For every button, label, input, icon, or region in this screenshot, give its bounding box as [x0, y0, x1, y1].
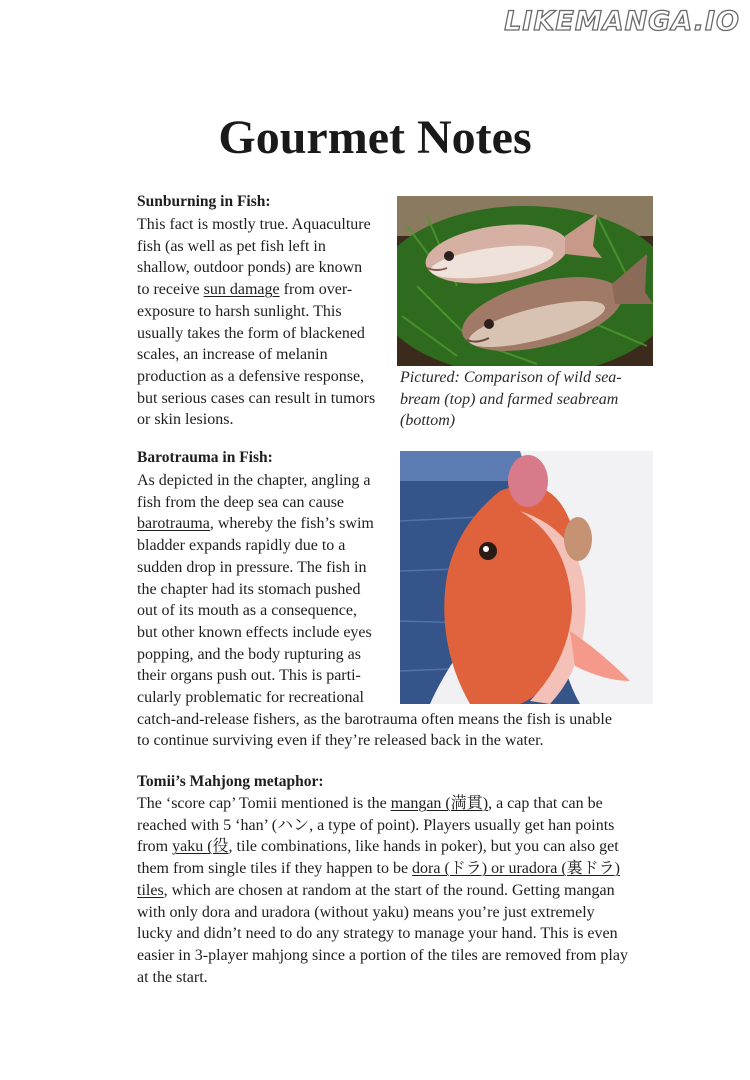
seabream-illustration [397, 196, 653, 366]
text-segment: catch-and-release fishers, as the barotrauma often means the fish is unable [137, 710, 612, 728]
text-line [137, 323, 375, 345]
text-segment: This fact is mostly true. Aquaculture [137, 216, 371, 233]
text-line [137, 793, 628, 815]
text-segment: the chapter had its stomach pushed [137, 580, 361, 598]
tiles-link[interactable]: tiles [137, 881, 164, 899]
text-segment: their organs push out. This is parti- [137, 667, 361, 685]
text-segment: from over- [279, 281, 353, 299]
text-segment: fish from the deep sea can cause [137, 493, 345, 511]
text-line [137, 236, 375, 258]
text-segment: to continue surviving even if they’re released back in the water. [137, 732, 544, 750]
text-line [137, 388, 375, 410]
text-line [137, 858, 628, 880]
text-segment: bladder expands rapidly due to a [137, 537, 346, 555]
everted-stomach [508, 455, 548, 507]
text-segment: from [137, 838, 173, 856]
text-segment: usually takes the form of blackened [137, 324, 365, 342]
barotrauma-link[interactable]: barotrauma [137, 515, 210, 533]
text-segment: As depicted in the chapter, angling a [137, 472, 371, 489]
seabream-caption [400, 367, 650, 432]
caption-line: Pictured: Comparison of wild sea- [400, 369, 622, 386]
text-segment: or skin lesions. [137, 411, 234, 429]
text-segment: , whereby the fish’s swim [209, 515, 374, 533]
text-segment: cularly problematic for recreational [137, 689, 364, 707]
mahjong-paragraph [137, 793, 628, 988]
caption-line: bream (top) and farmed seabream [400, 390, 619, 408]
text-segment: exposure to harsh sunlight. This [137, 302, 342, 320]
page-title: Gourmet Notes [218, 111, 532, 164]
sun-damage-link[interactable]: sun damage [203, 281, 280, 299]
text-segment: reached with 5 ‘han’ (ハン, a type of point). Players usually get han points [137, 816, 615, 834]
yaku-link[interactable]: yaku (役 [172, 838, 229, 856]
text-line [137, 301, 375, 323]
text-line [137, 409, 375, 431]
text-line [137, 366, 375, 388]
text-segment: but other known effects include eyes [137, 623, 372, 641]
site-watermark: LIKEMANGA.IO [504, 6, 740, 37]
text-line [137, 344, 375, 366]
text-line [137, 257, 375, 279]
snapper-photo [400, 451, 653, 704]
text-segment: out of its mouth as a consequence, [137, 602, 357, 620]
text-segment: at the start. [137, 968, 208, 986]
text-line [137, 945, 628, 967]
text-segment: them from single tiles if they happen to be [137, 860, 413, 878]
caption-line: (bottom) [400, 412, 456, 430]
text-segment: fish (as well as pet fish left in [137, 237, 326, 255]
barotrauma-heading: Barotrauma in Fish: [137, 449, 273, 466]
text-segment: shallow, outdoor ponds) are known [137, 259, 363, 277]
text-segment: with only dora and uradora (without yaku) means you’re just extremely [137, 903, 595, 921]
text-line [137, 923, 628, 945]
red-snapper-illustration [400, 451, 653, 704]
text-segment: , a cap that can be [488, 795, 603, 812]
dora-uradora-link[interactable]: dora (ドラ) or uradora (裏ドラ) [412, 860, 620, 878]
text-line [137, 836, 628, 858]
text-segment: , tile combinations, like hands in poker), but you can also get [228, 838, 619, 856]
text-segment: popping, and the body rupturing as [137, 645, 361, 663]
text-line [137, 967, 628, 989]
text-line [137, 709, 612, 731]
text-segment: to receive [137, 281, 204, 299]
mahjong-heading: Tomii’s Mahjong metaphor: [137, 773, 324, 790]
text-line [137, 730, 612, 752]
seabream-photo [397, 196, 653, 366]
text-line [137, 815, 628, 837]
text-segment: , which are chosen at random at the start of the round. Getting mangan [163, 881, 615, 899]
text-segment: lucky and didn’t need to do any strategy to manage your hand. This is even [137, 925, 618, 943]
mangan-link[interactable]: mangan (満貫) [390, 795, 489, 812]
sunburn-paragraph [137, 214, 375, 431]
text-segment: but serious cases can result in tumors [137, 389, 376, 407]
text-segment: scales, an increase of melanin [137, 346, 328, 364]
text-segment: The ‘score cap’ Tomii mentioned is the [137, 795, 391, 812]
text-segment: production as a defensive response, [137, 367, 365, 385]
text-segment: sudden drop in pressure. The fish in [137, 558, 367, 576]
text-line [137, 279, 375, 301]
text-segment: easier in 3-player mahjong since a portion of the tiles are removed from play [137, 946, 628, 964]
text-line [137, 902, 628, 924]
sunburn-heading: Sunburning in Fish: [137, 193, 271, 210]
text-line [137, 880, 628, 902]
text-line [137, 214, 375, 236]
